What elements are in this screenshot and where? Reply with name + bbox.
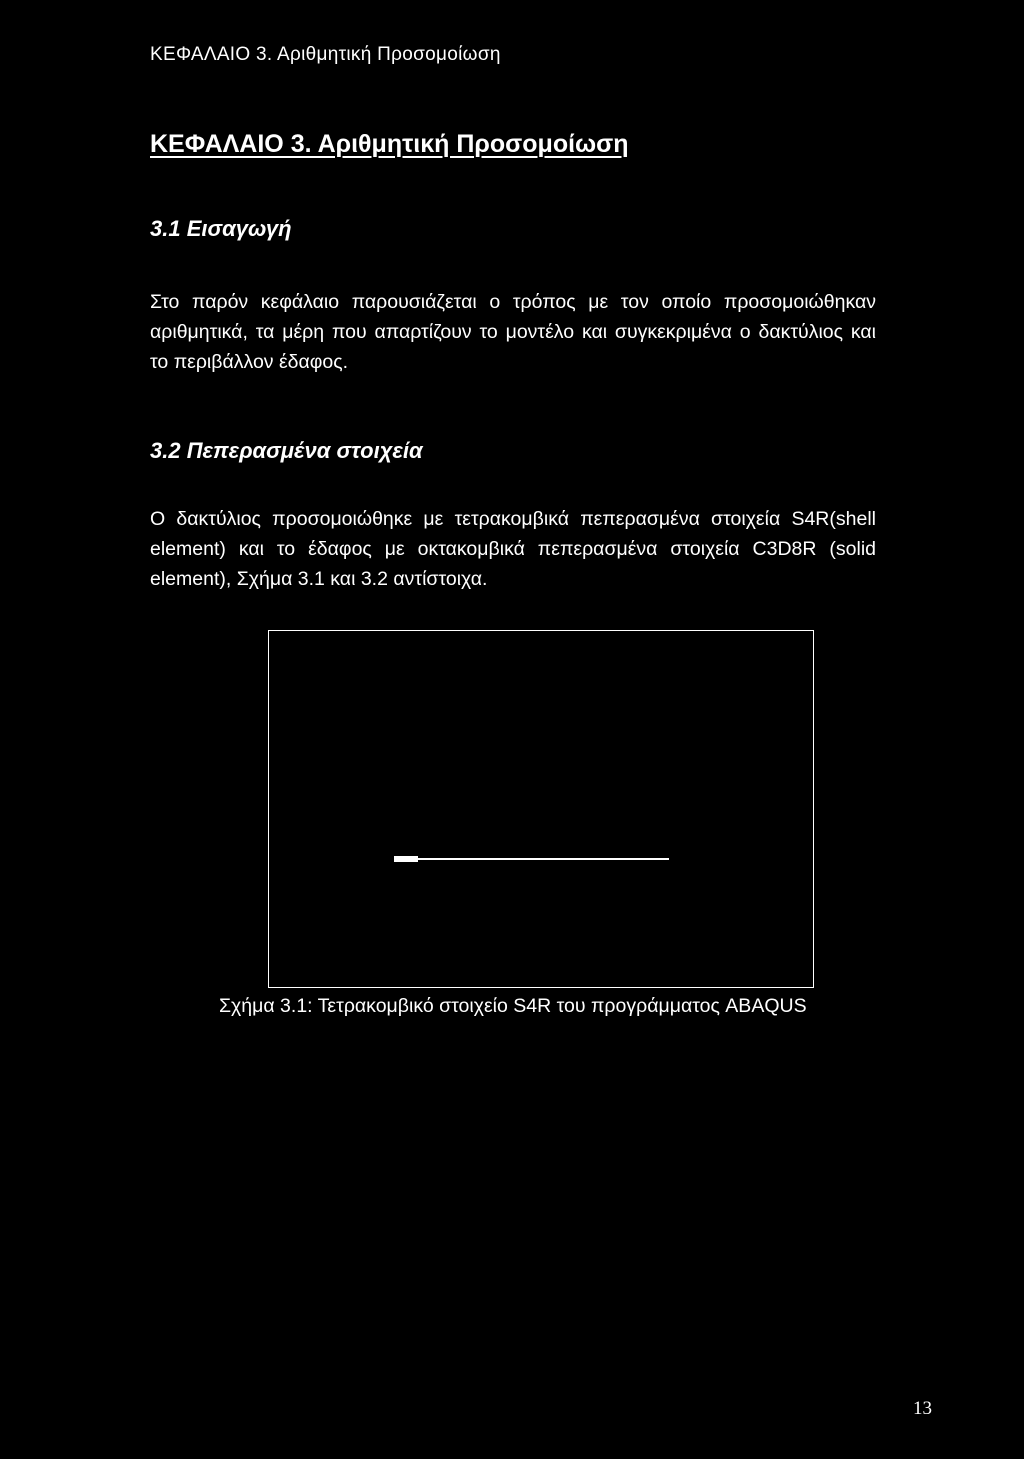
finite-elements-paragraph (150, 504, 876, 594)
paragraph-line: αριθμητικά, τα μέρη που απαρτίζουν το μοντέλο και συγκεκριμένα ο δακτύλιος και (150, 321, 876, 343)
shell-element-drawing (269, 631, 815, 989)
section-heading-finite-elements: 3.2 Πεπερασμένα στοιχεία (150, 438, 423, 463)
chapter-title: ΚΕΦΑΛΑΙΟ 3. Αριθμητική Προσομοίωση (150, 130, 629, 158)
paragraph-line: Στο παρόν κεφάλαιο παρουσιάζεται ο τρόπος με τον οποίο προσομοιώθηκαν (150, 291, 876, 313)
page-number: 13 (913, 1398, 932, 1419)
paragraph-line: το περιβάλλον έδαφος. (150, 351, 349, 373)
running-header: ΚΕΦΑΛΑΙΟ 3. Αριθμητική Προσομοίωση (150, 44, 501, 65)
paragraph-line: Ο δακτύλιος προσομοιώθηκε με τετρακομβικά πεπερασμένα στοιχεία S4R(shell (150, 508, 876, 530)
figure-caption: Σχήμα 3.1: Τετρακομβικό στοιχείο S4R του προγράμματος ABAQUS (219, 995, 807, 1017)
section-heading-introduction: 3.1 Εισαγωγή (150, 216, 292, 241)
figure-frame (268, 630, 814, 988)
intro-paragraph (150, 287, 876, 377)
paragraph-line: element) και το έδαφος με οκτακομβικά πεπερασμένα στοιχεία C3D8R (solid (150, 538, 876, 560)
paragraph-line: element), Σχήμα 3.1 και 3.2 αντίστοιχα. (150, 568, 488, 590)
